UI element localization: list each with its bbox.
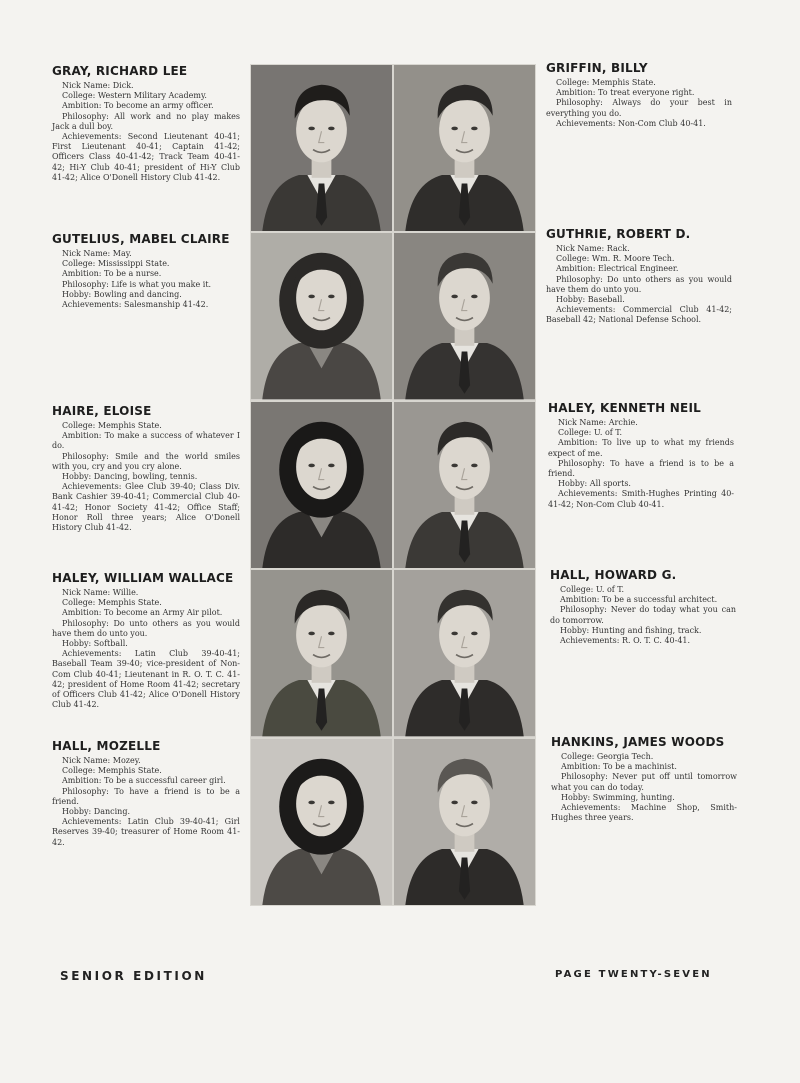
detail-line: Hobby: Dancing, bowling, tennis. (62, 472, 198, 482)
detail-line: Nick Name: Archie. (558, 418, 638, 427)
student-entry-griffin-billy (546, 61, 732, 129)
student-details (52, 756, 240, 848)
student-entry-hall-howard (550, 568, 736, 646)
detail-line: Achievements: Second Lieutenant 40-41; First Lieutenant 40-41; Captain 41-42; Officers Class 40-41-42; Track Team 40-41-42; Hi-Y Club 40-41; president of Hi-Y Club 41-42; Alice O'Donell History Club 41-42. (52, 132, 240, 182)
detail-line: Philosophy: To have a friend is to be a friend. (548, 458, 734, 479)
detail-line: Nick Name: May. (62, 249, 132, 258)
student-details (52, 81, 240, 183)
detail-line: Ambition: To make a success of whatever I do. (52, 431, 240, 451)
detail-line: Achievements: R. O. T. C. 40-41. (560, 636, 691, 646)
detail-line: Achievements: Smith-Hughes Printing 40-41-42; Non-Com Club 40-41. (548, 489, 734, 509)
detail-line: Ambition: To be a successful career girl. (62, 776, 226, 786)
detail-line: Philosophy: Never do today what you can do tomorrow. (550, 605, 736, 625)
detail-line: Philosophy: All work and no play makes Jack a dull boy. (52, 111, 240, 131)
student-name: GRAY, RICHARD LEE (52, 64, 188, 78)
edition-label: SENIOR EDITION (60, 969, 207, 983)
detail-line: College: Mississippi State. (62, 259, 170, 269)
student-portrait (393, 738, 536, 906)
student-portrait (250, 401, 393, 569)
detail-line: Ambition: To become an Army Air pilot. (62, 608, 223, 618)
student-details (52, 421, 240, 533)
student-portrait (250, 738, 393, 906)
student-details (550, 585, 736, 646)
student-details (548, 418, 734, 510)
portrait-grid (250, 64, 536, 906)
detail-line: Nick Name: Mozey. (62, 756, 141, 765)
student-entry-hall-mozelle (52, 739, 240, 848)
student-entry-hankins-james (551, 735, 737, 823)
student-portrait (250, 232, 393, 400)
student-portrait (250, 64, 393, 232)
detail-line: Ambition: To treat everyone right. (556, 88, 695, 98)
detail-line: Hobby: Softball. (62, 639, 128, 649)
detail-line: Nick Name: Rack. (556, 244, 630, 253)
student-name: HANKINS, JAMES WOODS (551, 735, 725, 749)
detail-line: Ambition: To live up to what my friends expect of me. (548, 438, 734, 458)
detail-line: Achievements: Glee Club 39-40; Class Div. Bank Cashier 39-40-41; Commercial Club 40-41-42; Honor Society 41-42; Office Staff; Honor Roll three years; Alice O'Donell History Club 41-42. (52, 482, 240, 533)
detail-line: College: Memphis State. (62, 766, 162, 776)
detail-line: College: Wm. R. Moore Tech. (556, 254, 675, 264)
student-details (551, 752, 737, 823)
detail-line: Hobby: Bowling and dancing. (62, 289, 182, 299)
student-name: GUTHRIE, ROBERT D. (546, 227, 691, 241)
detail-line: Ambition: To become an army officer. (62, 101, 214, 111)
detail-line: Hobby: Dancing. (62, 807, 130, 817)
detail-line: College: Memphis State. (556, 78, 656, 87)
detail-line: College: Western Military Academy. (62, 91, 207, 101)
detail-line: Hobby: All sports. (558, 479, 631, 489)
detail-line: Philosophy: Never put off until tomorrow what you can do today. (551, 772, 737, 792)
detail-line: Ambition: To be a machinist. (561, 762, 677, 772)
student-details (546, 244, 732, 326)
student-name: HALEY, KENNETH NEIL (548, 401, 701, 415)
student-portrait (393, 64, 536, 232)
student-entry-haley-william (52, 571, 240, 710)
detail-line: Philosophy: Do unto others as you would have them do unto you. (52, 618, 240, 638)
detail-line: Nick Name: Dick. (62, 81, 134, 90)
detail-line: College: Memphis State. (62, 598, 162, 608)
detail-line: Nick Name: Willie. (62, 588, 139, 597)
detail-line: Hobby: Hunting and fishing, track. (560, 625, 702, 635)
student-entry-haley-kenneth (548, 401, 734, 510)
student-name: HAIRE, ELOISE (52, 404, 152, 418)
student-name: HALEY, WILLIAM WALLACE (52, 571, 234, 585)
student-entry-gray-richard (52, 64, 240, 183)
detail-line: College: Georgia Tech. (561, 752, 654, 761)
detail-line: College: U. of T. (558, 428, 622, 438)
detail-line: Achievements: Salesmanship 41-42. (62, 300, 209, 310)
student-details (52, 249, 240, 310)
student-details (52, 588, 240, 710)
student-name: GUTELIUS, MABEL CLAIRE (52, 232, 230, 246)
detail-line: Achievements: Commercial Club 41-42; Baseball 42; National Defense School. (546, 305, 732, 325)
student-name: HALL, MOZELLE (52, 739, 161, 753)
detail-line: College: U. of T. (560, 585, 624, 594)
student-name: HALL, HOWARD G. (550, 568, 677, 582)
student-entry-haire-eloise (52, 404, 240, 533)
detail-line: Achievements: Latin Club 39-40-41; Girl Reserves 39-40; treasurer of Home Room 41-42. (52, 817, 240, 847)
page-number: PAGE TWENTY-SEVEN (555, 969, 712, 980)
detail-line: Ambition: Electrical Engineer. (556, 264, 679, 274)
detail-line: Hobby: Baseball. (556, 295, 625, 305)
detail-line: Achievements: Latin Club 39-40-41; Baseball Team 39-40; vice-president of Non-Com Club 40-41; Lieutenant in R. O. T. C. 41-42; president of Home Room 41-42; secretary of Officers Club 41-42; Alice O'Donell History Club 41-42. (52, 649, 240, 710)
student-details (546, 78, 732, 129)
detail-line: Philosophy: Smile and the world smiles with you, cry and you cry alone. (52, 451, 240, 471)
student-name: GRIFFIN, BILLY (546, 61, 648, 75)
detail-line: Achievements: Non-Com Club 40-41. (556, 118, 706, 128)
student-portrait (393, 232, 536, 400)
detail-line: Philosophy: Always do your best in everything you do. (546, 98, 732, 118)
detail-line: Ambition: To be a nurse. (62, 269, 162, 279)
detail-line: Philosophy: Life is what you make it. (62, 279, 212, 289)
detail-line: Hobby: Swimming, hunting. (561, 792, 675, 802)
detail-line: Philosophy: Do unto others as you would have them do unto you. (546, 274, 732, 294)
student-entry-gutelius-mabel (52, 232, 240, 310)
detail-line: College: Memphis State. (62, 421, 162, 430)
detail-line: Ambition: To be a successful architect. (560, 595, 718, 605)
student-portrait (393, 401, 536, 569)
detail-line: Philosophy: To have a friend is to be a friend. (52, 786, 240, 806)
student-entry-guthrie-robert (546, 227, 732, 326)
detail-line: Achievements: Machine Shop, Smith-Hughes three years. (551, 803, 737, 823)
student-portrait (393, 569, 536, 737)
student-portrait (250, 569, 393, 737)
